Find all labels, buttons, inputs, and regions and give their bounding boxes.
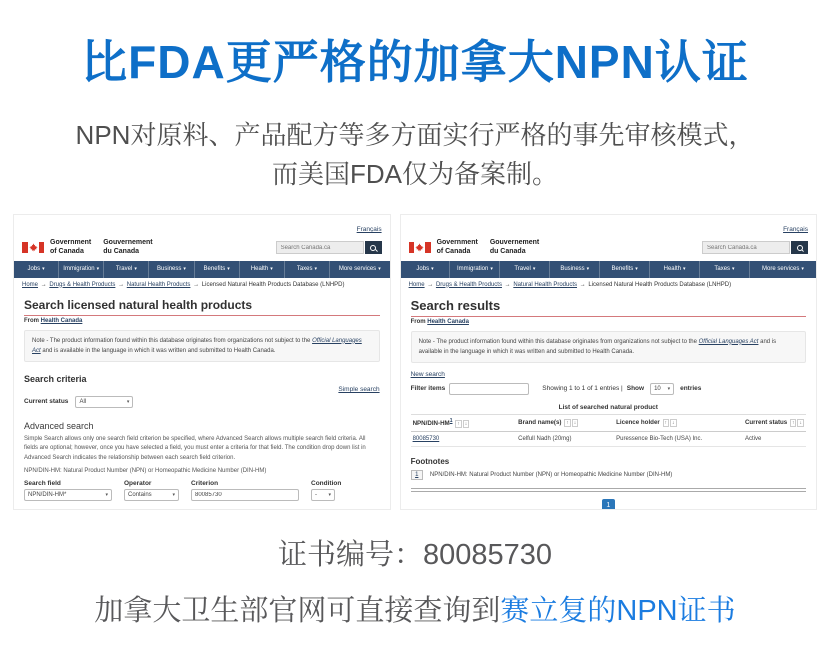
search-field-select[interactable]: NPN/DIN-HM* ▾	[24, 489, 112, 501]
show-entries-select[interactable]: 10 ▾	[650, 383, 674, 395]
nav-item-jobs[interactable]: Jobs ▾	[14, 261, 59, 278]
screenshot-panels	[0, 214, 830, 510]
breadcrumb-current: Licensed Natural Health Products Database (LNHPD)	[201, 281, 345, 288]
chevron-down-icon: ▾	[172, 491, 175, 498]
lnhpd-search-page-screenshot	[13, 214, 391, 510]
advanced-search-description: Simple Search allows only one search field criterion be specified, where Advanced Search allows multiple search field criteria. All fields are optional; however, once you have selected a field, you must enter a criteria for that field. The condition drop down list in Advanced Search indicates the relationship between each search field criterion.	[24, 435, 366, 462]
new-search-row	[411, 371, 806, 378]
hero-section	[0, 0, 830, 194]
results-page-heading: Search results	[411, 298, 806, 317]
chevron-down-icon: ▾	[667, 385, 671, 392]
footnote-1-link[interactable]: 1	[449, 417, 453, 424]
arrow-right-icon: →	[193, 281, 200, 288]
sort-ascending-icon[interactable]: ↑	[566, 419, 569, 426]
nav-item-immigration[interactable]: Immigration ▾	[450, 261, 500, 278]
nav-item-taxes[interactable]: Taxes ▾	[700, 261, 750, 278]
operator-select[interactable]: Contains ▾	[124, 489, 179, 501]
site-search	[702, 241, 808, 254]
footer-section	[0, 532, 830, 629]
sort-descending-icon[interactable]: ↓	[464, 420, 468, 427]
health-canada-link[interactable]: Health Canada	[427, 318, 469, 325]
chevron-down-icon: ▾	[586, 266, 590, 272]
language-toggle-row	[14, 215, 390, 237]
nav-item-business[interactable]: Business ▾	[149, 261, 194, 278]
breadcrumb-home[interactable]: Home	[22, 281, 39, 288]
breadcrumb-current: Licensed Natural Health Products Database (LNHPD)	[588, 281, 732, 288]
query-statement-highlight: 赛立复的NPN证书	[500, 595, 736, 627]
search-page-heading: Search licensed natural health products	[24, 298, 380, 316]
nav-item-more-services[interactable]: More services ▾	[338, 266, 381, 272]
column-header-licence-holder: Licence holder ↑ ↓	[614, 414, 743, 431]
nav-item-jobs[interactable]: Jobs ▾	[401, 261, 451, 278]
nav-item-business[interactable]: Business ▾	[550, 261, 600, 278]
column-header-current-status: Current status ↑ ↓	[743, 414, 806, 431]
filter-items-input[interactable]	[449, 383, 529, 395]
official-languages-act-link[interactable]: Official Languages Act	[698, 338, 759, 345]
arrow-right-icon: →	[504, 281, 511, 288]
official-languages-act-link[interactable]: Official Languages Act	[32, 337, 362, 354]
query-statement-line	[0, 588, 830, 629]
footnote-item	[411, 470, 806, 480]
arrow-right-icon: →	[118, 281, 125, 288]
lnhpd-results-page-screenshot	[400, 214, 817, 510]
section-divider	[411, 488, 806, 492]
breadcrumb-home[interactable]: Home	[408, 281, 425, 288]
chevron-down-icon: ▾	[227, 266, 230, 272]
subtitle-line-2: 而美国FDA仅为备案制。	[271, 159, 558, 189]
sort-descending-icon[interactable]: ↓	[672, 419, 675, 426]
advanced-search-heading: Advanced search	[24, 420, 94, 431]
nav-item-taxes[interactable]: Taxes ▾	[285, 261, 330, 278]
government-of-canada-wordmark: Government of Canada	[436, 239, 478, 255]
brand-name-cell: Celfull Nadh (20mg)	[516, 431, 614, 446]
arrow-right-icon: →	[40, 281, 47, 288]
sort-ascending-icon[interactable]: ↑	[664, 419, 668, 426]
page-subtitle	[0, 116, 830, 194]
government-logo-row	[401, 237, 816, 261]
nav-item-health[interactable]: Health ▾	[240, 261, 285, 278]
condition-column	[311, 480, 341, 501]
language-toggle-row	[401, 215, 816, 237]
government-logo-row	[14, 237, 390, 261]
criterion-column	[191, 480, 299, 501]
pagination	[411, 499, 806, 510]
chevron-down-icon: ▾	[314, 266, 318, 272]
gouvernement-du-canada-wordmark: Gouvernement du Canada	[489, 239, 540, 255]
results-table-caption: List of searched natural product	[558, 403, 658, 411]
results-table	[411, 414, 806, 447]
query-statement-gray: 加拿大卫生部官网可直接查询到	[94, 595, 501, 627]
search-input[interactable]	[702, 241, 790, 254]
chevron-down-icon: ▾	[96, 266, 100, 272]
nav-item-immigration[interactable]: Immigration ▾	[59, 261, 104, 278]
from-line: From Health Canada	[410, 318, 469, 325]
advanced-search-form	[24, 480, 380, 501]
footnotes-heading: Footnotes	[410, 456, 450, 466]
results-table-header-row	[411, 414, 806, 431]
francais-link[interactable]: Français	[356, 226, 382, 233]
new-search-link[interactable]: New search	[410, 370, 445, 378]
chevron-down-icon: ▾	[801, 266, 804, 272]
main-navigation	[401, 261, 816, 278]
chevron-down-icon: ▾	[134, 266, 137, 272]
search-button[interactable]	[791, 241, 808, 254]
chevron-down-icon: ▾	[183, 266, 186, 272]
chevron-down-icon: ▾	[490, 266, 493, 272]
nav-item-benefits[interactable]: Benefits ▾	[600, 261, 650, 278]
condition-select[interactable]: - ▾	[311, 489, 335, 501]
npn-field-note: NPN/DIN-HM: Natural Product Number (NPN) or Homeopathic Medicine Number (DIN-HM)	[24, 467, 267, 474]
results-page-content	[401, 298, 816, 511]
main-navigation	[14, 261, 390, 278]
current-status-select[interactable]: All ▾	[75, 396, 133, 408]
government-of-canada-wordmark: Government of Canada	[50, 239, 92, 255]
filter-items-label: Filter items	[410, 385, 446, 393]
breadcrumb-natural-health[interactable]: Natural Health Products	[513, 281, 578, 288]
chevron-down-icon: ▾	[328, 491, 331, 498]
table-row	[411, 431, 806, 446]
sort-descending-icon[interactable]: ↓	[573, 419, 577, 426]
chevron-down-icon: ▾	[431, 266, 434, 272]
chevron-down-icon: ▾	[532, 266, 536, 272]
show-label: Show	[626, 385, 645, 393]
note-box: Note - The product information found within this database originates from organizations not subject to the Official Languages Act and is available in the language in which it was written and submitted to Health Canada.	[411, 331, 806, 363]
chevron-down-icon: ▾	[270, 266, 273, 272]
chevron-down-icon: ▾	[42, 266, 45, 272]
operator-column	[124, 480, 179, 501]
subtitle-line-1: NPN对原料、产品配方等多方面实行严格的事先审核模式，	[75, 120, 755, 150]
footnote-text: NPN/DIN-HM: Natural Product Number (NPN) or Homeopathic Medicine Number (DIN-HM)	[429, 471, 673, 478]
arrow-right-icon: →	[427, 281, 434, 288]
criterion-input[interactable]	[191, 489, 299, 501]
gouvernement-du-canada-wordmark: Gouvernement du Canada	[103, 239, 153, 255]
breadcrumb	[14, 278, 390, 290]
search-icon	[797, 245, 803, 251]
simple-search-link[interactable]: Simple search	[338, 385, 380, 393]
chevron-down-icon: ▾	[732, 266, 735, 272]
sort-descending-icon[interactable]: ↓	[799, 419, 802, 426]
showing-entries-text: Showing 1 to 1 of 1 entries |	[542, 385, 623, 393]
licence-holder-cell: Puressence Bio-Tech (USA) Inc.	[614, 431, 743, 446]
canada-flag-icon	[409, 242, 431, 253]
chevron-down-icon: ▾	[378, 266, 381, 272]
criterion-label: Criterion	[191, 479, 219, 487]
sort-ascending-icon[interactable]: ↑	[791, 419, 795, 426]
canada-flag-icon	[22, 242, 44, 253]
search-button[interactable]	[365, 241, 382, 254]
nav-item-health[interactable]: Health ▾	[650, 261, 700, 278]
npn-number-link[interactable]: 80085730	[412, 435, 440, 442]
search-icon	[370, 245, 376, 251]
search-page-content	[14, 298, 390, 501]
breadcrumb-drugs-health[interactable]: Drugs & Health Products	[49, 281, 116, 288]
note-box: Note - The product information found within this database originates from organizations not subject to the Official Languages Act and is available in the language in which it was written and submitted to Health Canada.	[24, 330, 380, 362]
filter-row	[411, 383, 806, 395]
simple-search-row	[24, 386, 380, 393]
certificate-number-line: 证书编号：80085730	[277, 539, 553, 571]
chevron-down-icon: ▾	[105, 491, 108, 498]
operator-label: Operator	[124, 479, 152, 487]
breadcrumb-drugs-health[interactable]: Drugs & Health Products	[435, 281, 502, 288]
search-criteria-heading: Search criteria	[24, 373, 87, 384]
current-status-cell: Active	[743, 431, 806, 446]
nav-item-more-services[interactable]: More services ▾	[762, 266, 804, 272]
chevron-down-icon: ▾	[635, 266, 638, 272]
health-canada-link[interactable]: Health Canada	[40, 317, 83, 324]
column-header-npn: NPN/DIN-HM$^1$ ↑ ↓	[411, 414, 517, 431]
condition-label: Condition	[311, 479, 342, 487]
search-field-column	[24, 480, 112, 501]
column-header-brand: Brand name(s) ↑ ↓	[516, 414, 614, 431]
search-field-label: Search field	[24, 479, 61, 487]
chevron-down-icon: ▾	[682, 266, 686, 272]
chevron-down-icon: ▾	[126, 398, 130, 405]
nav-item-travel[interactable]: Travel ▾	[104, 261, 149, 278]
site-search	[276, 241, 382, 254]
from-line: From Health Canada	[24, 317, 83, 324]
footnote-return-link[interactable]: 1	[411, 470, 423, 480]
sort-ascending-icon[interactable]: ↑	[457, 420, 460, 427]
arrow-right-icon: →	[579, 281, 586, 288]
search-input[interactable]	[276, 241, 364, 254]
page-title: 比FDA更严格的加拿大NPN认证	[81, 36, 749, 88]
current-status-row	[24, 396, 380, 408]
breadcrumb-natural-health[interactable]: Natural Health Products	[126, 281, 191, 288]
breadcrumb	[401, 278, 816, 290]
page-1-button[interactable]: 1	[602, 499, 615, 510]
nav-item-benefits[interactable]: Benefits ▾	[195, 261, 240, 278]
nav-item-travel[interactable]: Travel ▾	[500, 261, 550, 278]
entries-label: entries	[680, 385, 702, 393]
francais-link[interactable]: Français	[783, 226, 808, 233]
current-status-label: Current status	[24, 398, 69, 406]
